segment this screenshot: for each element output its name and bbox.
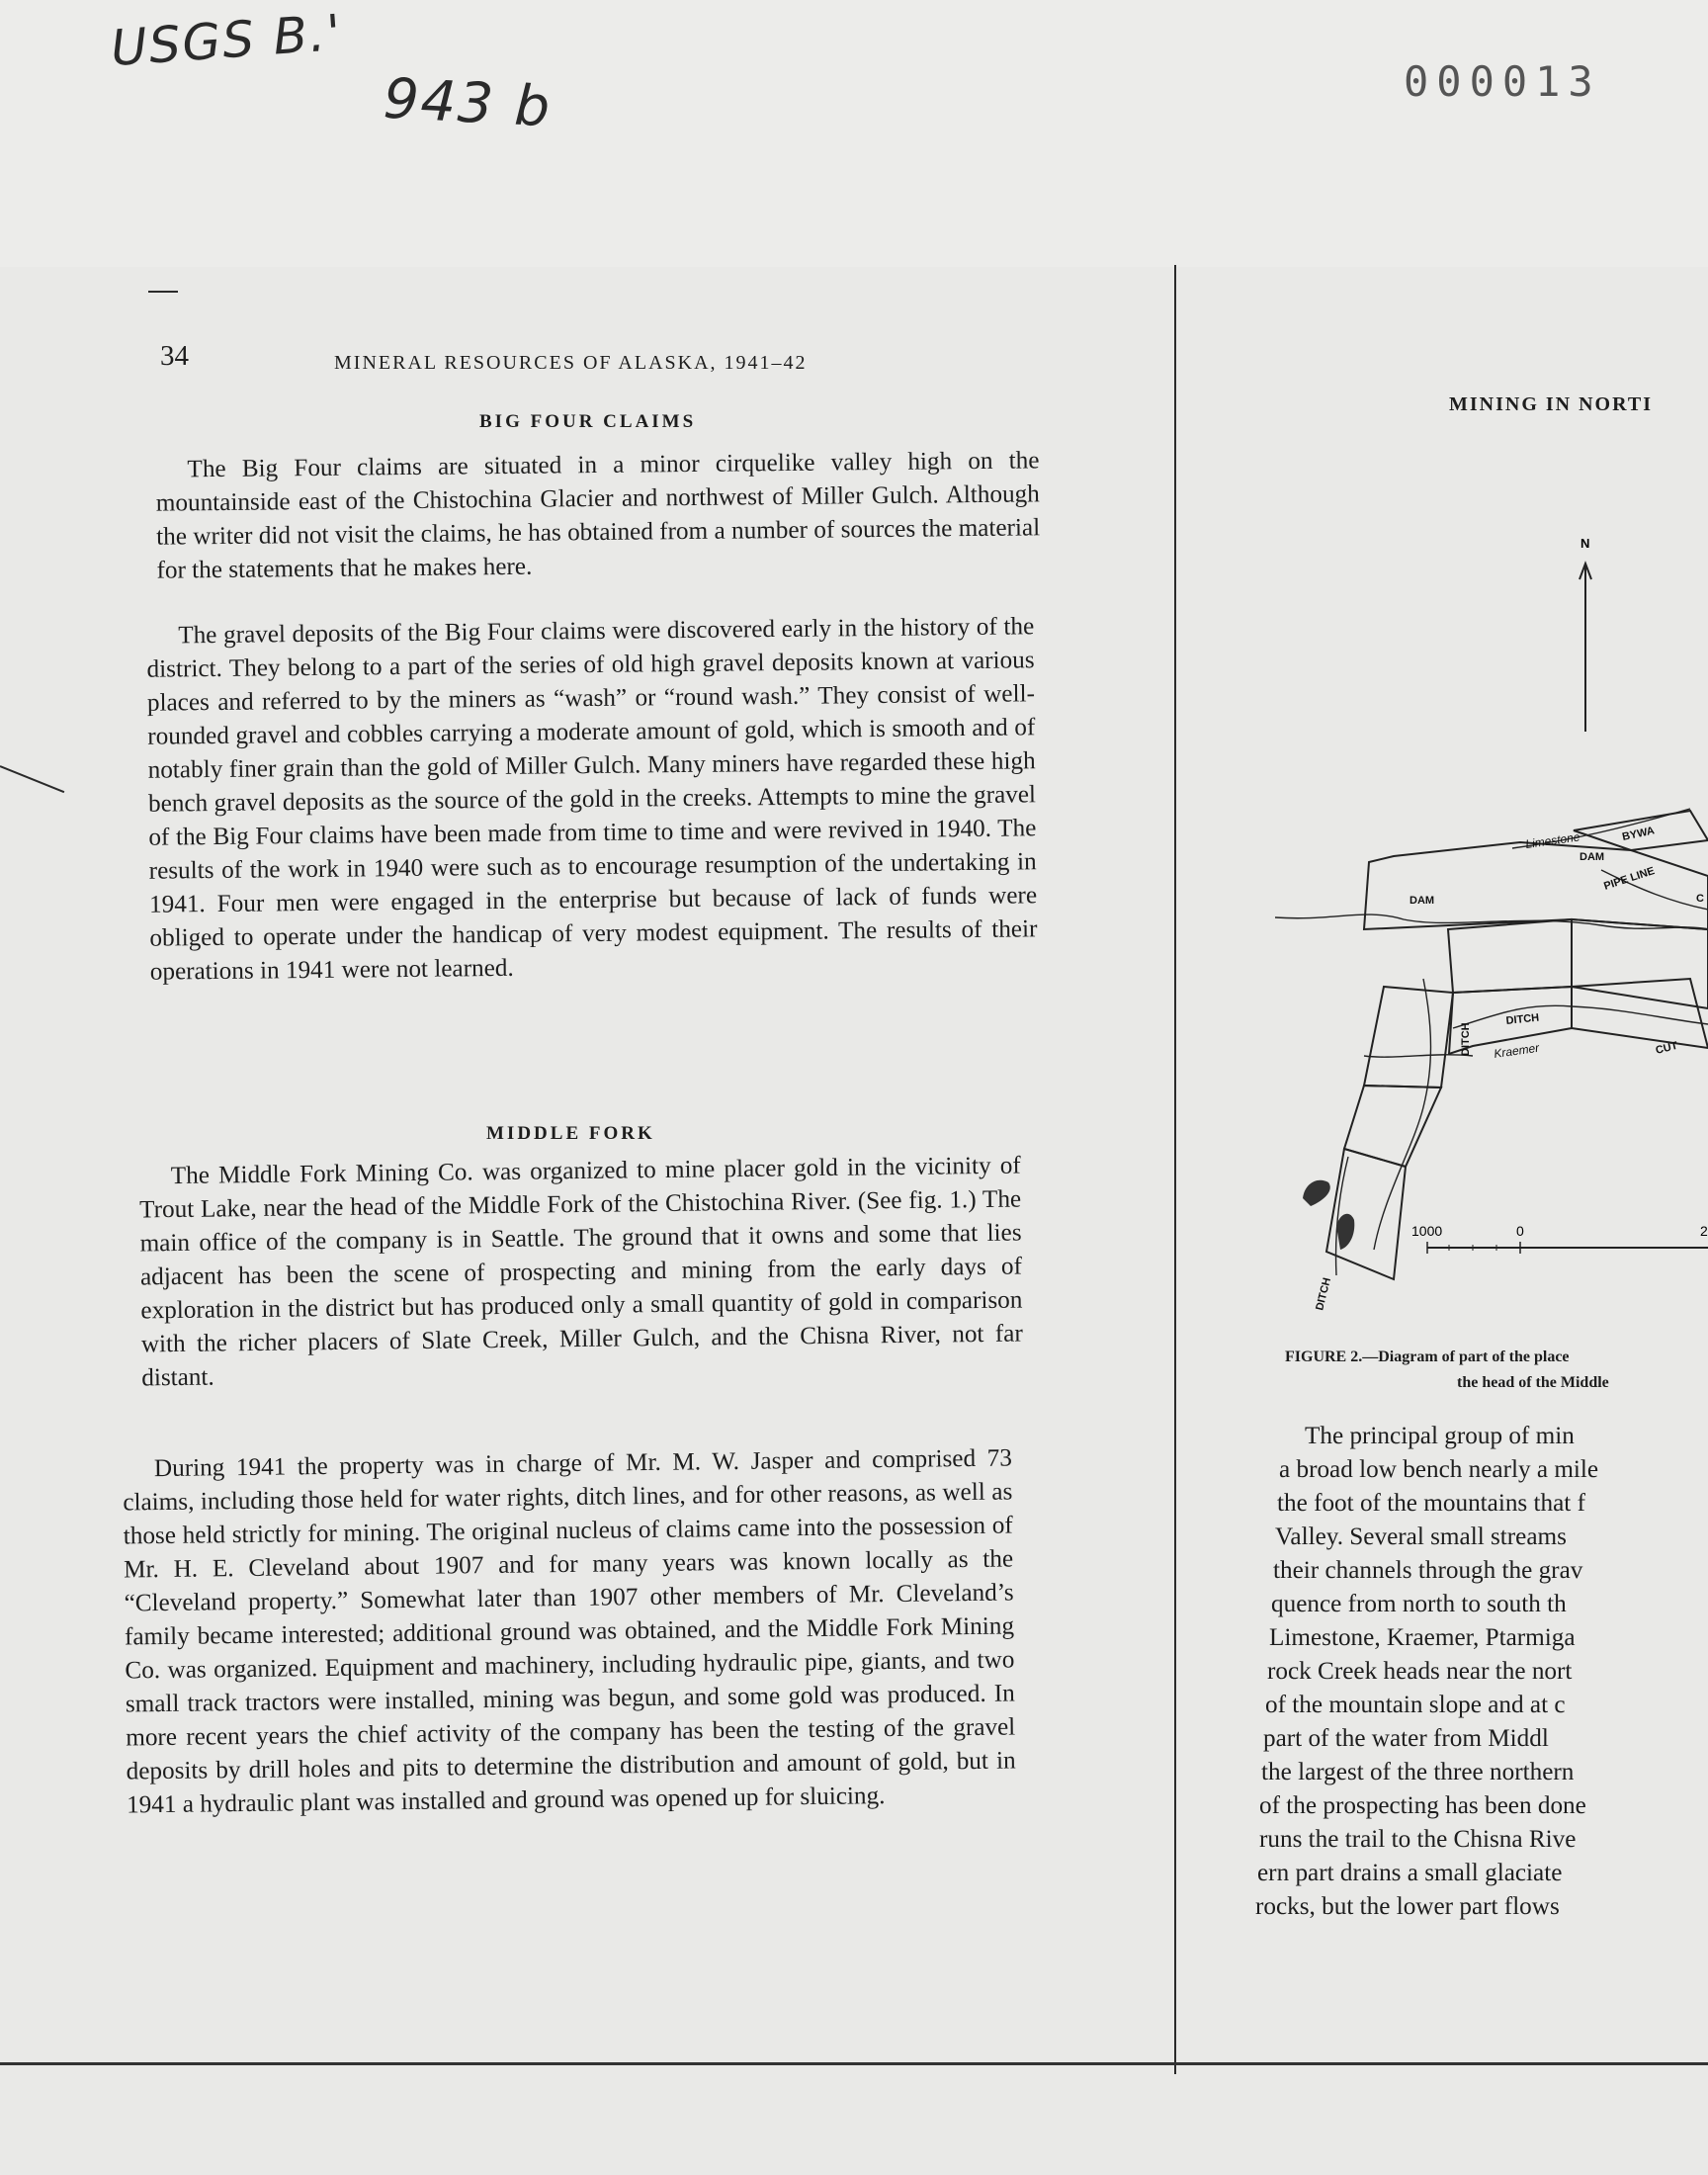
map-label-pipe-line: PIPE LINE bbox=[1602, 865, 1657, 893]
scale-label: 1000 bbox=[1411, 1223, 1443, 1239]
text-line: rocks, but the lower part flows bbox=[1255, 1893, 1560, 1920]
scale-label: 2 bbox=[1700, 1223, 1708, 1239]
text-line: part of the water from Middl bbox=[1263, 1725, 1549, 1752]
page-gutter-line bbox=[1174, 265, 1176, 2074]
map-label-bywa: BYWA bbox=[1621, 825, 1656, 843]
text-line: Limestone, Kraemer, Ptarmiga bbox=[1269, 1624, 1576, 1651]
map-label-ditch: DITCH bbox=[1460, 1022, 1472, 1056]
running-head: MINERAL RESOURCES OF ALASKA, 1941–42 bbox=[334, 352, 808, 374]
paragraph: During 1941 the property was in charge of Mr. M. W. Jasper and comprised 73 claims, including those held for water rights, ditch lines, and for other reasons, as well as those held strictly for mining. The original nucleus of claims came into the possession of Mr. H. E. Cleveland about 1907 and for many years was known locally as the “Cleveland property.” Somewhat later than 1907 other members of Mr. Cleveland’s family became interested; additional ground was obtained, and the Middle Fork Mining Co. was organized. Equipment and machinery, including hydraulic pipe, giants, and two small track tractors were installed, mining was begun, and some gold was produced. In more recent years the chief activity of the company has been the testing of the gravel deposits by drill holes and pits to determine the distribution and amount of gold, but in 1941 a hydraulic plant was installed and ground was opened up for sluicing. bbox=[123, 1444, 1016, 1819]
text-line: the foot of the mountains that f bbox=[1277, 1490, 1585, 1517]
bottom-scan-line bbox=[0, 2062, 1708, 2065]
stamp-number: 000013 bbox=[1404, 57, 1601, 106]
map-label-limestone: Limestone bbox=[1524, 829, 1581, 851]
section-title-middle-fork: MIDDLE FORK bbox=[486, 1123, 655, 1144]
paragraph: The Middle Fork Mining Co. was organized to mine placer gold in the vicinity of Trout Lake, near the head of the Middle Fork of the Chistochina River. (See fig. 1.) The main office of the company is in Seattle. The ground that it owns and some that lies adjacent has been the scene of prospecting and mining from the early days of exploration in the district but has produced only a small quantity of gold in comparison with the richer placers of Slate Creek, Miller Gulch, and the Chisna River, not far distant. bbox=[139, 1152, 1023, 1392]
handwritten-annotation-2: 943 b bbox=[382, 66, 554, 140]
lake-1 bbox=[1303, 1180, 1330, 1206]
right-running-head: MINING IN NORTI bbox=[1449, 393, 1653, 415]
scan-mark-left bbox=[0, 765, 64, 793]
figure-caption-line-2: the head of the Middle bbox=[1457, 1374, 1609, 1391]
scale-bar bbox=[1411, 1223, 1708, 1254]
text-line: of the mountain slope and at c bbox=[1265, 1692, 1566, 1718]
map-label-ditch: DITCH bbox=[1314, 1276, 1334, 1312]
map-label-ditch: DITCH bbox=[1505, 1011, 1540, 1027]
page-number: 34 bbox=[160, 340, 189, 372]
text-line: quence from north to south th bbox=[1271, 1591, 1567, 1617]
right-page-body bbox=[1255, 1404, 1670, 1958]
map-label-kraemer: Kraemer bbox=[1493, 1040, 1540, 1061]
handwritten-annotation-1: USGS B.' bbox=[109, 3, 345, 78]
text-line: a broad low bench nearly a mile bbox=[1279, 1456, 1599, 1483]
map-label-c: C bbox=[1696, 893, 1704, 905]
map-label-dam: DAM bbox=[1580, 851, 1605, 863]
text-line: the largest of the three northern bbox=[1261, 1759, 1575, 1785]
text-line: of the prospecting has been done bbox=[1259, 1792, 1586, 1819]
north-label: N bbox=[1580, 536, 1590, 551]
paragraph: The gravel deposits of the Big Four claims were discovered early in the history of the district. They belong to a part of the series of old high gravel deposits known at various places and referred to by the miners as “wash” or “round wash.” They consist of well-rounded gravel and cobbles carrying a moderate amount of gold, which is smooth and of notably finer grain than the gold of Miller Gulch. Many miners have regarded these high bench gravel deposits as the source of the gold in the creeks. Attempts to mine the gravel of the Big Four claims have been made from time to time and were revived in 1940. The results of the work in 1940 were such as to encourage resumption of the undertaking in 1941. Four men were engaged in the enterprise but because of lack of funds were obliged to operate under the handicap of very modest equipment. The results of their operations in 1941 were not learned. bbox=[146, 613, 1038, 986]
scan-mark bbox=[148, 291, 178, 293]
lake-2 bbox=[1336, 1214, 1354, 1250]
text-line: rock Creek heads near the nort bbox=[1267, 1658, 1573, 1685]
text-line: The principal group of min bbox=[1305, 1423, 1575, 1449]
map-label-dam: DAM bbox=[1409, 895, 1435, 907]
north-arrow-icon bbox=[1580, 536, 1591, 732]
map-label-cut: CUT bbox=[1654, 1039, 1679, 1057]
text-line: runs the trail to the Chisna Rive bbox=[1259, 1826, 1577, 1853]
section-title-big-four: BIG FOUR CLAIMS bbox=[479, 411, 697, 432]
figure-2-map bbox=[1275, 514, 1708, 1325]
paragraph: The Big Four claims are situated in a minor cirquelike valley high on the mountainside east of the Chistochina Glacier and northwest of Miller Gulch. Although the writer did not visit the claims, he has obtained from a number of sources the material for the statements that he makes here. bbox=[155, 447, 1041, 584]
figure-caption-line-1: FIGURE 2.—Diagram of part of the place bbox=[1285, 1348, 1570, 1365]
text-line: ern part drains a small glaciate bbox=[1257, 1860, 1563, 1886]
text-line: Valley. Several small streams bbox=[1275, 1523, 1567, 1550]
text-line: their channels through the grav bbox=[1273, 1557, 1583, 1584]
scale-label: 0 bbox=[1516, 1223, 1524, 1239]
